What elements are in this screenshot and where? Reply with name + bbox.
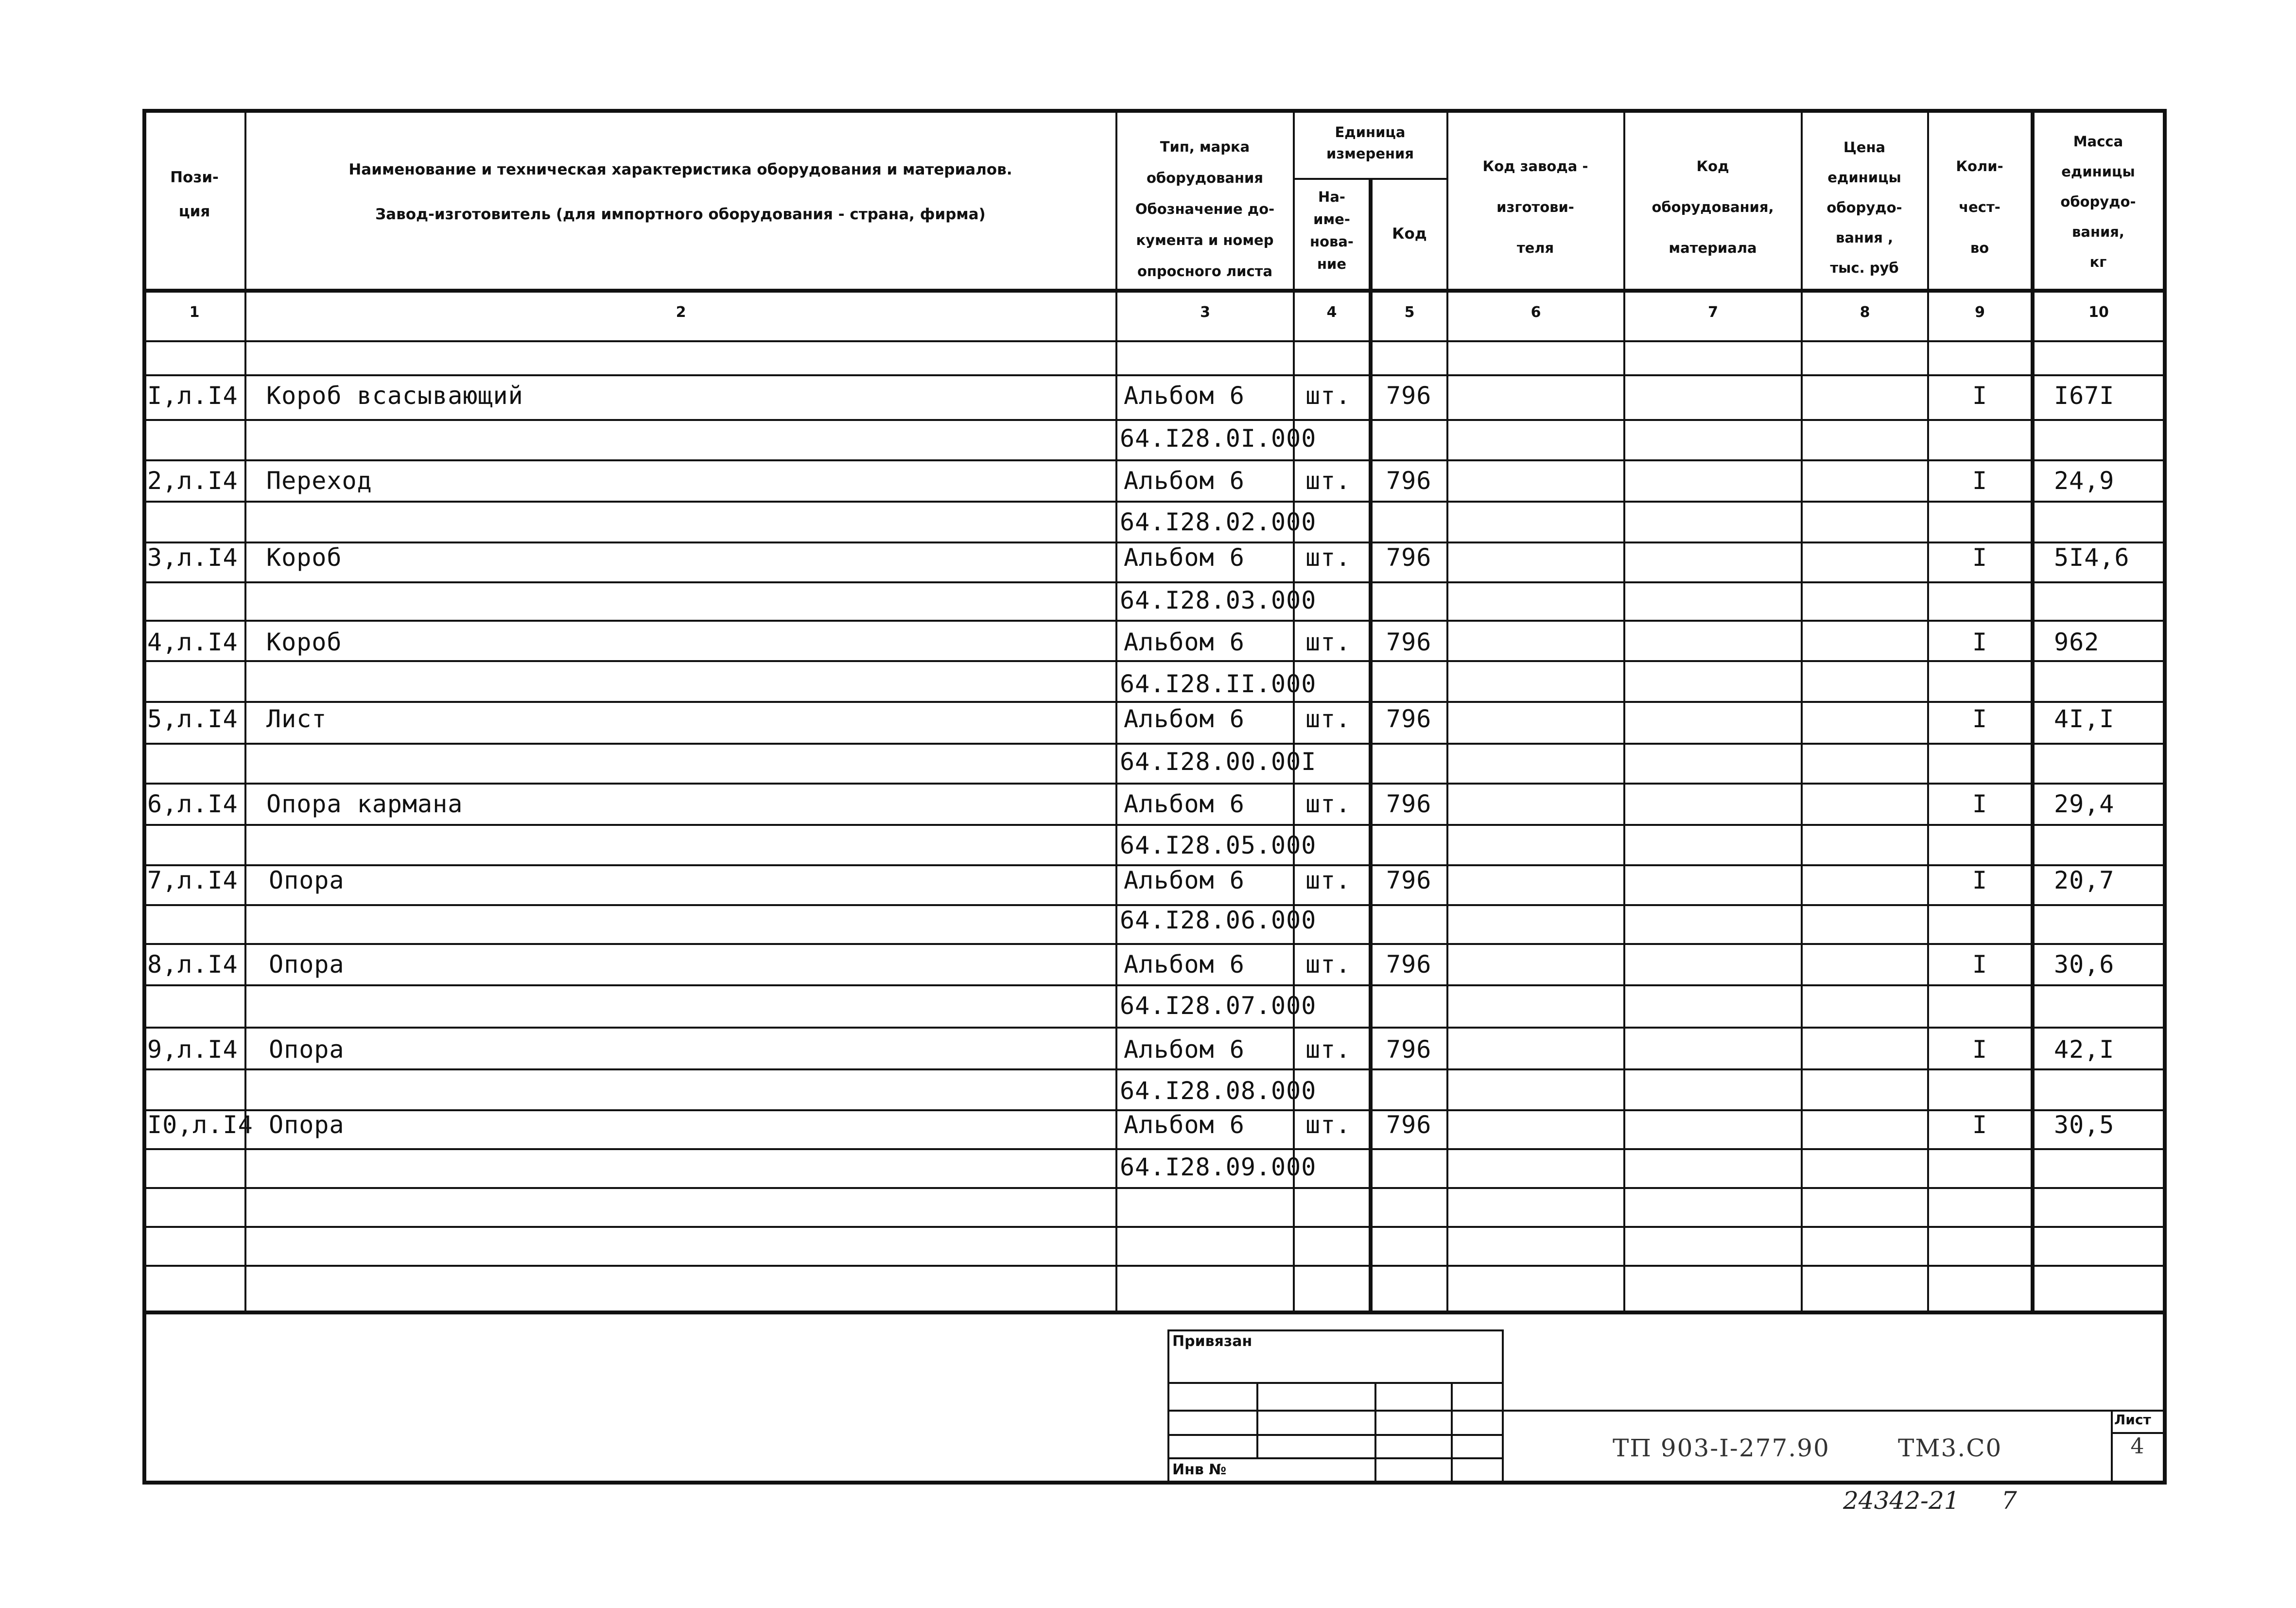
row-7-type: Альбом 6: [1124, 866, 1245, 894]
row-5-unit: шт.: [1305, 705, 1351, 733]
row-1-quantity: I: [1972, 382, 1988, 410]
row-6-type: Альбом 6: [1124, 790, 1245, 818]
row-5-document: 64.I28.00.00I: [1120, 748, 1317, 776]
row-6-unit-code: 796: [1386, 790, 1432, 818]
row-9-unit: шт.: [1305, 1035, 1351, 1064]
row-5-unit-code: 796: [1386, 705, 1432, 733]
row-7-position: 7,л.I4: [147, 866, 238, 894]
bound-label: Привязан: [1172, 1333, 1252, 1350]
row-5-mass: 4I,I: [2054, 705, 2115, 733]
col-divider-9: [2031, 109, 2035, 1314]
row-3-type: Альбом 6: [1124, 543, 1245, 572]
col-divider-5: [1446, 109, 1448, 1314]
row-2-mass: 24,9: [2054, 467, 2115, 495]
row-9-mass: 42,I: [2054, 1035, 2115, 1064]
row-7-mass: 20,7: [2054, 866, 2115, 894]
row-6-mass: 29,4: [2054, 790, 2115, 818]
row-5-type: Альбом 6: [1124, 705, 1245, 733]
row-5-name: Лист: [266, 705, 327, 733]
col-divider-7: [1801, 109, 1803, 1314]
column-number-4: 4: [1326, 304, 1337, 321]
row-3-unit-code: 796: [1386, 543, 1432, 572]
table-right-border: [2163, 109, 2167, 1485]
row-4-quantity: I: [1972, 628, 1988, 656]
row-2-unit-code: 796: [1386, 467, 1432, 495]
handwritten-page-number: 7: [2001, 1486, 2017, 1515]
header-unit-price: Цена единицы оборудо- вания , тыс. руб: [1826, 139, 1902, 276]
handwritten-archive-number: 24342-21: [1843, 1486, 1960, 1515]
row-10-name: Опора: [269, 1111, 345, 1139]
row-5-position: 5,л.I4: [147, 705, 238, 733]
table-top-border: [142, 109, 2167, 113]
row-7-unit: шт.: [1305, 866, 1351, 894]
row-1-unit-code: 796: [1386, 382, 1432, 410]
row-10-position: I0,л.I4: [147, 1111, 253, 1139]
row-8-name: Опора: [269, 950, 345, 979]
row-9-position: 9,л.I4: [147, 1035, 238, 1064]
row-10-mass: 30,5: [2054, 1111, 2115, 1139]
row-7-document: 64.I28.06.000: [1120, 906, 1317, 934]
row-1-name: Короб всасывающий: [266, 382, 523, 410]
row-4-type: Альбом 6: [1124, 628, 1245, 656]
header-type: Тип, марка оборудования Обозначение до- кумента и номер опросного листа: [1135, 139, 1275, 280]
column-number-1: 1: [189, 304, 200, 321]
row-3-position: 3,л.I4: [147, 543, 238, 572]
header-unit-code: Код: [1392, 225, 1427, 243]
row-8-position: 8,л.I4: [147, 950, 238, 979]
column-number-8: 8: [1860, 304, 1870, 321]
header-unit-group: Единица измерения: [1326, 124, 1414, 162]
row-8-type: Альбом 6: [1124, 950, 1245, 979]
column-number-6: 6: [1531, 304, 1541, 321]
row-8-unit-code: 796: [1386, 950, 1432, 979]
column-number-9: 9: [1975, 304, 1985, 321]
row-10-quantity: I: [1972, 1111, 1988, 1139]
row-4-name: Короб: [266, 628, 342, 656]
row-4-mass: 962: [2054, 628, 2100, 656]
row-4-position: 4,л.I4: [147, 628, 238, 656]
header-factory-code: Код завода - изготови- теля: [1482, 158, 1588, 256]
column-number-5: 5: [1404, 304, 1415, 321]
column-number-10: 10: [2088, 304, 2109, 321]
row-2-unit: шт.: [1305, 467, 1351, 495]
header-unit-name: На- име- нова- ние: [1310, 189, 1354, 272]
col-divider-2: [1115, 109, 1117, 1314]
header-bottom-border: [142, 289, 2167, 293]
row-10-document: 64.I28.09.000: [1120, 1153, 1317, 1181]
row-4-unit-code: 796: [1386, 628, 1432, 656]
row-6-document: 64.I28.05.000: [1120, 831, 1317, 859]
row-9-name: Опора: [269, 1035, 345, 1064]
inventory-number-label: Инв №: [1172, 1461, 1227, 1478]
col-divider-3: [1293, 109, 1295, 1314]
row-10-type: Альбом 6: [1124, 1111, 1245, 1139]
row-6-position: 6,л.I4: [147, 790, 238, 818]
col-divider-4: [1369, 178, 1373, 1314]
row-1-document: 64.I28.0I.000: [1120, 424, 1317, 453]
section-code: ТМ3.С0: [1898, 1434, 2002, 1462]
row-4-unit: шт.: [1305, 628, 1351, 656]
column-number-2: 2: [676, 304, 686, 321]
header-position: Пози- ция: [170, 169, 219, 220]
header-name-line1: Наименование и техническая характеристика оборудования и материалов.: [348, 161, 1012, 178]
row-3-document: 64.I28.03.000: [1120, 586, 1317, 614]
row-7-unit-code: 796: [1386, 866, 1432, 894]
row-9-document: 64.I28.08.000: [1120, 1077, 1317, 1105]
row-9-unit-code: 796: [1386, 1035, 1432, 1064]
row-10-unit-code: 796: [1386, 1111, 1432, 1139]
row-3-unit: шт.: [1305, 543, 1351, 572]
header-name-line2: Завод-изготовитель (для импортного оборудования - страна, фирма): [375, 206, 986, 223]
row-8-document: 64.I28.07.000: [1120, 992, 1317, 1020]
row-7-name: Опора: [269, 866, 345, 894]
document-code: ТП 903-I-277.90: [1613, 1434, 1830, 1462]
row-1-position: I,л.I4: [147, 382, 238, 410]
row-5-quantity: I: [1972, 705, 1988, 733]
row-8-unit: шт.: [1305, 950, 1351, 979]
sheet-number: 4: [2130, 1434, 2145, 1459]
column-numbers-bottom-border: [142, 340, 2167, 342]
row-3-mass: 5I4,6: [2054, 543, 2130, 572]
header-quantity: Коли- чест- во: [1956, 158, 2003, 256]
row-2-name: Переход: [266, 467, 372, 495]
row-1-unit: шт.: [1305, 382, 1351, 410]
row-6-name: Опора кармана: [266, 790, 463, 818]
table-bottom-border: [142, 1481, 2167, 1485]
row-9-quantity: I: [1972, 1035, 1988, 1064]
row-1-mass: I67I: [2054, 382, 2115, 410]
row-6-quantity: I: [1972, 790, 1988, 818]
row-3-quantity: I: [1972, 543, 1988, 572]
row-2-document: 64.I28.02.000: [1120, 508, 1317, 536]
row-7-quantity: I: [1972, 866, 1988, 894]
row-2-quantity: I: [1972, 467, 1988, 495]
row-1-type: Альбом 6: [1124, 382, 1245, 410]
row-10-unit: шт.: [1305, 1111, 1351, 1139]
column-number-3: 3: [1200, 304, 1210, 321]
row-4-document: 64.I28.II.000: [1120, 670, 1317, 698]
row-2-position: 2,л.I4: [147, 467, 238, 495]
row-2-type: Альбом 6: [1124, 467, 1245, 495]
column-number-7: 7: [1708, 304, 1718, 321]
row-8-mass: 30,6: [2054, 950, 2115, 979]
row-6-unit: шт.: [1305, 790, 1351, 818]
sheet-label: Лист: [2114, 1412, 2151, 1428]
header-unit-mass: Масса единицы оборудо- вания, кг: [2060, 133, 2136, 270]
col-divider-6: [1623, 109, 1625, 1314]
row-3-name: Короб: [266, 543, 342, 572]
row-8-quantity: I: [1972, 950, 1988, 979]
row-9-type: Альбом 6: [1124, 1035, 1245, 1064]
header-equipment-code: Код оборудования, материала: [1652, 158, 1774, 256]
